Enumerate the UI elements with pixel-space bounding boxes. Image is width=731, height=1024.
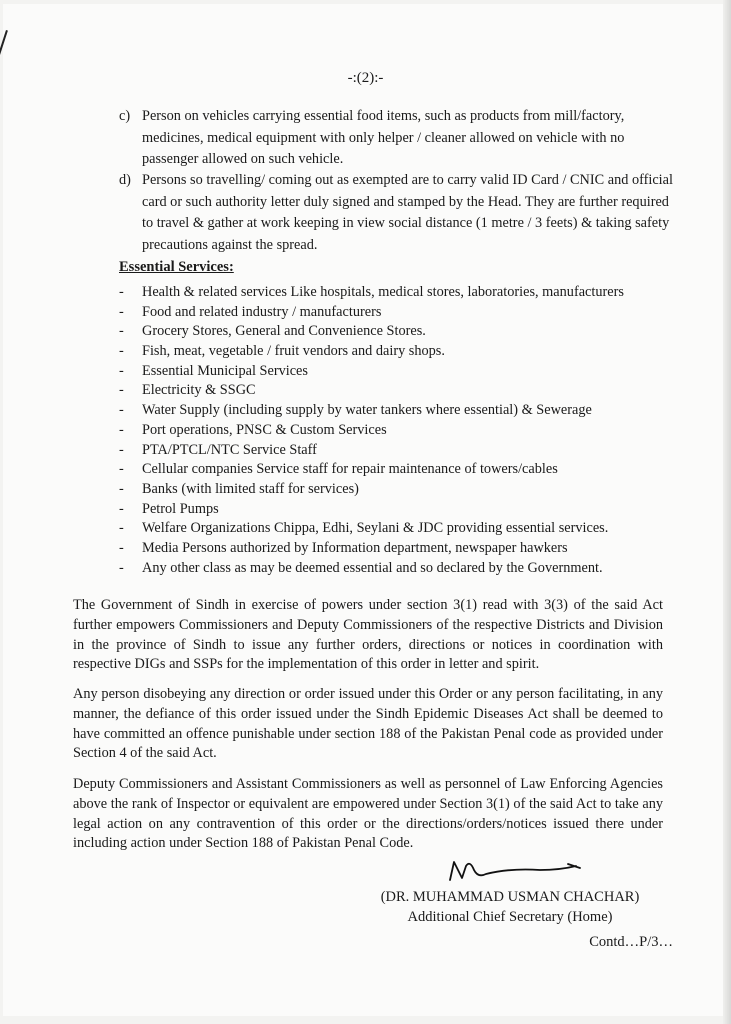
clause-c — [119, 106, 679, 171]
list-item — [119, 519, 699, 539]
list-item-text: Welfare Organizations Chippa, Edhi, Seylani & JDC providing essential services. — [142, 520, 609, 537]
signatory-designation: Additional Chief Secretary (Home) — [407, 909, 613, 925]
bullet-dash: - — [119, 402, 124, 419]
list-item — [119, 303, 699, 323]
bullet-dash: - — [119, 539, 124, 556]
list-item-text: Any other class as may be deemed essential and so declared by the Government. — [142, 559, 603, 576]
list-item-text: PTA/PTCL/NTC Service Staff — [142, 441, 317, 458]
list-item — [119, 500, 699, 520]
list-item — [119, 559, 699, 579]
enforcement-paragraph: Deputy Commissioners and Assistant Commissioners as well as personnel of Law Enforcing Agencies above the rank of Inspector or equivalent are empowered under Section 3(1) of the said Act to take any legal action on any contravention of this order or the directions/orders/notices issued there under including action under Section 188 of Pakistan Penal Code. — [73, 776, 663, 852]
list-item — [119, 441, 699, 461]
list-item — [119, 342, 699, 362]
list-item — [119, 381, 699, 401]
bullet-dash: - — [119, 343, 124, 360]
page-number: -:(2):- — [347, 70, 384, 86]
list-item-text: Grocery Stores, General and Convenience Stores. — [142, 323, 426, 340]
bullet-dash: - — [119, 461, 124, 478]
signatory-name: (DR. MUHAMMAD USMAN CHACHAR) — [380, 889, 640, 905]
bullet-dash: - — [119, 382, 124, 399]
list-item-text: Cellular companies Service staff for repair maintenance of towers/cables — [142, 461, 558, 478]
list-item-text: Water Supply (including supply by water tankers where essential) & Sewerage — [142, 402, 592, 419]
bullet-dash: - — [119, 441, 124, 458]
list-item-text: Essential Municipal Services — [142, 362, 308, 379]
bullet-dash: - — [119, 559, 124, 576]
list-item — [119, 322, 699, 342]
list-item — [119, 480, 699, 500]
penalty-paragraph: Any person disobeying any direction or order issued under this Order or any person facilitating, in any manner, the defiance of this order issued under the Sindh Epidemic Diseases Act shall be deemed to have committed an offence punishable under section 188 of the Pakistan Penal code as provided under Section 4 of the said Act. — [73, 686, 663, 762]
page-edge-shadow — [723, 0, 731, 1024]
bullet-dash: - — [119, 500, 124, 517]
list-item-text: Health & related services Like hospitals, medical stores, laboratories, manufacturers — [142, 284, 624, 300]
bullet-dash: - — [119, 421, 124, 438]
list-item-text: Food and related industry / manufacturers — [142, 303, 382, 320]
list-item-text: Petrol Pumps — [142, 500, 219, 517]
continuation-note: Contd…P/3… — [589, 934, 673, 950]
essential-services-list — [119, 283, 699, 578]
list-item — [119, 283, 699, 303]
list-item — [119, 421, 699, 441]
bullet-dash: - — [119, 323, 124, 340]
list-item — [119, 401, 699, 421]
list-item — [119, 362, 699, 382]
signature-scribble — [440, 856, 590, 886]
clause-label: c) — [119, 108, 131, 124]
bullet-dash: - — [119, 303, 124, 320]
bullet-dash: - — [119, 362, 124, 379]
list-item-text: Electricity & SSGC — [142, 382, 256, 399]
bullet-dash: - — [119, 480, 124, 497]
list-item-text: Fish, meat, vegetable / fruit vendors and dairy shops. — [142, 343, 445, 360]
clause-d — [119, 170, 679, 256]
bullet-dash: - — [119, 284, 124, 300]
powers-paragraph: The Government of Sindh in exercise of powers under section 3(1) read with 3(3) of the said Act further empowers Commissioners and Deputy Commissioners of the respective Districts and Division in the province of Sindh to issue any further orders, directions or notices in coordination with respective DIGs and SSPs for the implementation of this order in letter and spirit. — [73, 597, 663, 673]
clause-text: Persons so travelling/ coming out as exempted are to carry valid ID Card / CNIC and official card or such authority letter duly signed and stamped by the Head. They are further required to travel & gather at work keeping in view social distance (1 metre / 3 feets) & taking safety precautions against the spread. — [142, 172, 673, 253]
clause-text: Person on vehicles carrying essential food items, such as products from mill/factory, medicines, medical equipment with only helper / cleaner allowed on vehicle with no passenger allowed on such vehicle. — [142, 108, 625, 167]
clause-label: d) — [119, 172, 131, 188]
list-item — [119, 460, 699, 480]
list-item-text: Port operations, PNSC & Custom Services — [142, 421, 387, 438]
list-item-text: Media Persons authorized by Information department, newspaper hawkers — [142, 539, 568, 556]
list-item — [119, 539, 699, 559]
bullet-dash: - — [119, 520, 124, 537]
list-item-text: Banks (with limited staff for services) — [142, 480, 359, 497]
essential-services-heading: Essential Services: — [119, 259, 234, 275]
